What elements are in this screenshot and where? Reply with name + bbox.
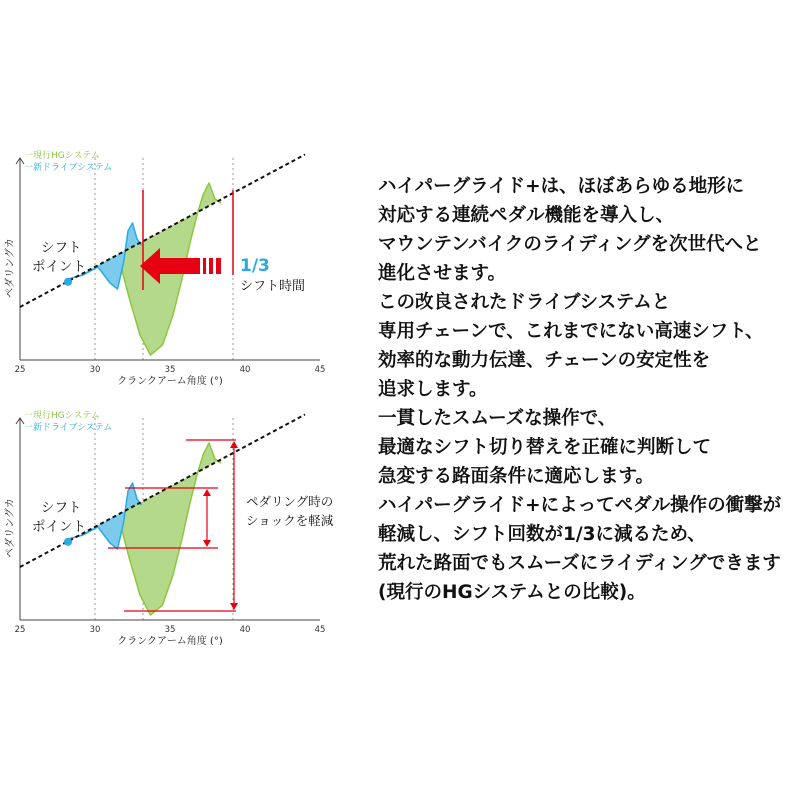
description-line: 一貫したスムーズな操作で、 bbox=[378, 408, 617, 429]
shift-point-dot bbox=[64, 278, 72, 286]
arrow-stripe bbox=[216, 258, 221, 274]
x-tick-label: 30 bbox=[89, 365, 101, 375]
x-tick-label: 40 bbox=[239, 365, 251, 375]
shift-point-dot bbox=[64, 538, 72, 546]
description-line: (現行のHGシステムとの比較)。 bbox=[378, 582, 646, 603]
description-line: 専用チェーンで、これまでにない高速シフト、 bbox=[378, 321, 764, 342]
x-axis-label: クランクアーム角度 (°) bbox=[117, 376, 223, 385]
y-axis-label: ペダリングカ bbox=[5, 238, 16, 298]
shift-point-label: シフト bbox=[41, 240, 82, 256]
shift-point-label: ポイント bbox=[32, 519, 86, 535]
description-line: 追求します。 bbox=[378, 379, 488, 400]
x-axis-label: クランクアーム角度 (°) bbox=[117, 636, 223, 645]
shock-reduction-chart bbox=[0, 400, 340, 645]
shift-time-chart bbox=[0, 140, 340, 385]
description-line: ハイパーグライド+によってペダル操作の衝撃が bbox=[378, 495, 782, 516]
shift-time-label: シフト時間 bbox=[240, 279, 306, 294]
description-line: 急変する路面条件に適応します。 bbox=[378, 466, 655, 487]
arrow-body bbox=[160, 258, 200, 274]
arrow-stripe bbox=[209, 258, 213, 274]
description-line: 軽減し、シフト回数が1/3に減るため、 bbox=[378, 524, 706, 545]
x-tick-label: 25 bbox=[14, 625, 26, 635]
legend-drive: 一新ドライブシステム bbox=[24, 423, 113, 433]
description-line: 最適なシフト切り替えを正確に判断して bbox=[378, 437, 712, 458]
y-axis-label: ペダリングカ bbox=[5, 498, 16, 558]
x-tick-label: 45 bbox=[314, 625, 326, 635]
description-line: 効率的な動力伝達、チェーンの安定性を bbox=[378, 350, 711, 371]
x-tick-label: 40 bbox=[239, 625, 251, 635]
x-tick-label: 25 bbox=[14, 365, 26, 375]
shift-time-chart-svg bbox=[0, 140, 340, 385]
description-line: この改良されたドライブシステムと bbox=[378, 292, 671, 313]
legend-drive: 一新ドライブシステム bbox=[24, 163, 113, 173]
description-line: ハイパーグライド+は、ほぼあらゆる地形に bbox=[378, 176, 745, 197]
shock-reduction-chart-svg bbox=[0, 400, 340, 645]
description-line: マウンテンバイクのライディングを次世代へと bbox=[378, 234, 762, 255]
x-tick-label: 45 bbox=[314, 365, 326, 375]
description-line: 進化させます。 bbox=[378, 263, 507, 284]
description-line: 荒れた路面でもスムーズにライディングできます bbox=[378, 553, 781, 574]
x-tick-label: 30 bbox=[89, 625, 101, 635]
legend-hg: 一現行HGシステム bbox=[24, 151, 100, 161]
legend-hg: 一現行HGシステム bbox=[24, 411, 100, 421]
description-text bbox=[378, 172, 796, 607]
shock-label: ショックを軽減 bbox=[246, 513, 334, 528]
shift-point-label: ポイント bbox=[32, 259, 86, 275]
one-third-label: 1/3 bbox=[240, 256, 270, 276]
shock-label: ペダリング時の bbox=[246, 494, 334, 509]
x-tick-label: 35 bbox=[164, 625, 176, 635]
shift-point-label: シフト bbox=[41, 500, 82, 516]
description-line: 対応する連続ペダル機能を導入し、 bbox=[378, 205, 675, 226]
x-tick-label: 35 bbox=[164, 365, 176, 375]
arrow-stripe bbox=[203, 258, 206, 274]
hg-series-area bbox=[119, 443, 221, 615]
